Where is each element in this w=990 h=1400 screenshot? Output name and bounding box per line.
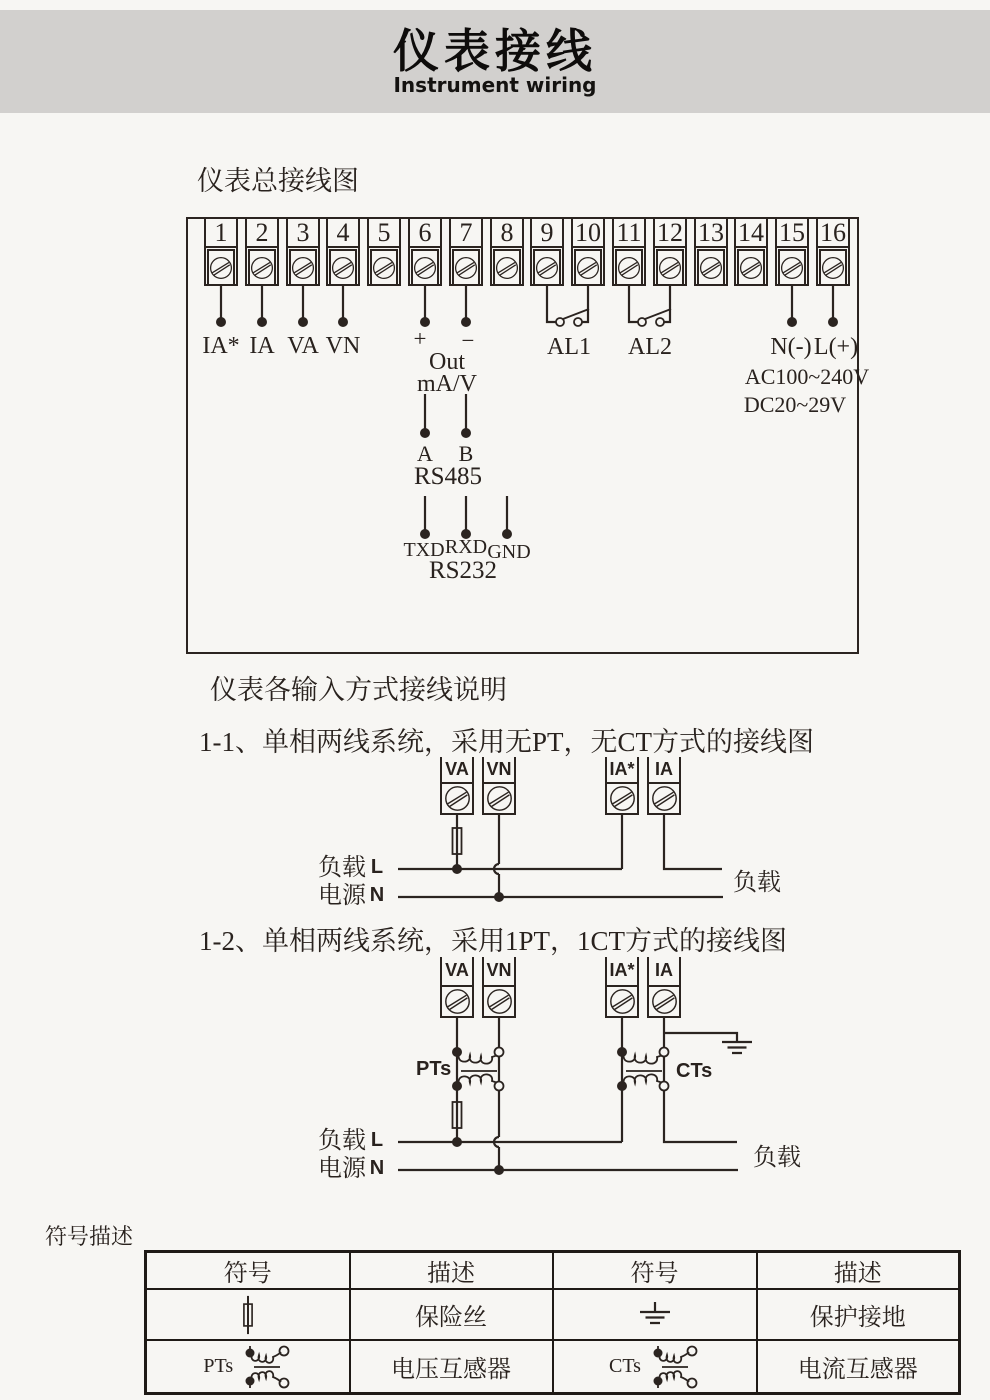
terminal-4: 4	[326, 219, 360, 286]
screw-icon	[486, 988, 513, 1015]
fuse-icon	[238, 1295, 258, 1335]
ground-symbol-cell	[553, 1289, 757, 1340]
symbol-table	[144, 1250, 961, 1395]
label-out: Out	[429, 349, 465, 375]
label-va: VA	[287, 333, 319, 359]
d12-terminal-va: VA	[440, 957, 474, 1018]
transformer-icon	[240, 1344, 292, 1390]
label-mav: mA/V	[417, 371, 477, 397]
page-subtitle: Instrument wiring	[393, 73, 597, 97]
label-ia: IA	[249, 333, 275, 359]
screw-icon	[658, 254, 682, 282]
d11-terminal-va: VA	[440, 757, 474, 815]
col-header-desc: 描述	[757, 1252, 960, 1290]
screw-icon	[651, 785, 678, 812]
subsection-1-1-title: 1-1、单相两线系统，采用无PT，无CT方式的接线图	[199, 727, 815, 757]
terminal-6: 6	[408, 219, 442, 286]
screw-icon	[617, 254, 641, 282]
screw-icon	[486, 785, 513, 812]
terminal-8: 8	[490, 219, 524, 286]
label-plus: +	[413, 326, 427, 351]
label-rxd: RXD	[444, 536, 488, 558]
col-header-desc: 描述	[350, 1252, 553, 1290]
screw-icon	[535, 254, 559, 282]
terminal-5: 5	[367, 219, 401, 286]
d11-n-label: N	[369, 884, 385, 906]
label-rs485-a: A	[417, 441, 433, 466]
symbol-table-row	[146, 1340, 960, 1394]
label-minus: −	[461, 328, 475, 353]
cts-label: CTs	[609, 1355, 641, 1377]
d12-power-label: 电源	[318, 1156, 366, 1182]
transformer-icon	[648, 1344, 700, 1390]
d12-n-label: N	[369, 1157, 385, 1179]
label-al2: AL2	[628, 334, 672, 360]
d11-load-right-label: 负载	[733, 870, 781, 896]
diagram-1-1-wires	[398, 815, 723, 902]
terminal-3: 3	[286, 219, 320, 286]
pt-desc-cell: 电压互感器	[350, 1340, 553, 1394]
screw-icon	[291, 254, 315, 282]
screw-icon	[576, 254, 600, 282]
terminal-16: 16	[816, 219, 850, 286]
screw-icon	[372, 254, 396, 282]
screw-icon	[495, 254, 519, 282]
label-txd: TXD	[403, 539, 445, 561]
screw-icon	[331, 254, 355, 282]
terminal-14: 14	[734, 219, 768, 286]
inputs-section-title: 仪表各输入方式接线说明	[210, 675, 507, 705]
ground-icon	[638, 1302, 672, 1328]
ground-icon	[722, 1042, 752, 1053]
d12-pts-label: PTs	[416, 1058, 452, 1080]
pt-symbol-cell	[146, 1340, 350, 1394]
d12-terminal-vn: VN	[482, 957, 516, 1018]
pts-label: PTs	[203, 1355, 234, 1377]
col-header-symbol: 符号	[146, 1252, 350, 1290]
screw-icon	[454, 254, 478, 282]
d12-load-left-label: 负载	[318, 1128, 366, 1154]
symbol-table-header-row	[146, 1252, 960, 1290]
d12-terminal-ia-star: IA*	[605, 957, 639, 1018]
label-rs485: RS485	[413, 463, 483, 490]
terminal-1: 1	[204, 219, 238, 286]
screw-icon	[609, 988, 636, 1015]
label-ac-range: AC100~240V	[744, 364, 870, 389]
ct-symbol-cell	[553, 1340, 757, 1394]
terminal-15: 15	[775, 219, 809, 286]
subsection-1-2-title: 1-2、单相两线系统，采用1PT，1CT方式的接线图	[199, 926, 788, 956]
label-rs232: RS232	[428, 557, 498, 584]
label-dc-range: DC20~29V	[743, 392, 847, 417]
screw-icon	[250, 254, 274, 282]
d12-cts-label: CTs	[676, 1060, 713, 1082]
label-rs485-b: B	[458, 441, 474, 466]
label-vn: VN	[325, 333, 361, 359]
terminal-2: 2	[245, 219, 279, 286]
d11-l-label: L	[370, 856, 384, 878]
d12-terminal-ia: IA	[647, 957, 681, 1018]
d12-load-right-label: 负载	[753, 1145, 801, 1171]
d11-terminal-vn: VN	[482, 757, 516, 815]
screw-icon	[444, 785, 471, 812]
symbol-table-row	[146, 1289, 960, 1340]
main-diagram-title: 仪表总接线图	[197, 166, 359, 196]
page-title: 仪表接线	[393, 24, 597, 78]
label-l-plus: L(+)	[813, 334, 859, 360]
label-al1: AL1	[547, 334, 591, 360]
pt-transformer-icon	[452, 1047, 504, 1091]
screw-icon	[739, 254, 763, 282]
label-ia-star: IA*	[202, 333, 240, 359]
terminal-9: 9	[530, 219, 564, 286]
fuse-symbol-cell	[146, 1289, 350, 1340]
d11-terminal-ia: IA	[647, 757, 681, 815]
terminal-13: 13	[694, 219, 728, 286]
fuse-desc-cell: 保险丝	[350, 1289, 553, 1340]
screw-icon	[780, 254, 804, 282]
screw-icon	[444, 988, 471, 1015]
terminal-7: 7	[449, 219, 483, 286]
ground-desc-cell: 保护接地	[757, 1289, 960, 1340]
diagram-1-2-wires	[398, 1018, 752, 1175]
label-gnd: GND	[487, 541, 531, 563]
col-header-symbol: 符号	[553, 1252, 757, 1290]
terminal-11: 11	[612, 219, 646, 286]
terminal-10: 10	[571, 219, 605, 286]
terminal-12: 12	[653, 219, 687, 286]
screw-icon	[699, 254, 723, 282]
ct-transformer-icon	[617, 1047, 669, 1091]
d11-power-label: 电源	[318, 883, 366, 909]
screw-icon	[821, 254, 845, 282]
symbols-section-title: 符号描述	[45, 1224, 134, 1249]
ct-desc-cell: 电流互感器	[757, 1340, 960, 1394]
screw-icon	[651, 988, 678, 1015]
screw-icon	[609, 785, 636, 812]
d11-terminal-ia-star: IA*	[605, 757, 639, 815]
d11-load-left-label: 负载	[318, 855, 366, 881]
label-n-minus: N(-)	[770, 334, 812, 360]
d12-l-label: L	[370, 1129, 384, 1151]
screw-icon	[413, 254, 437, 282]
screw-icon	[209, 254, 233, 282]
